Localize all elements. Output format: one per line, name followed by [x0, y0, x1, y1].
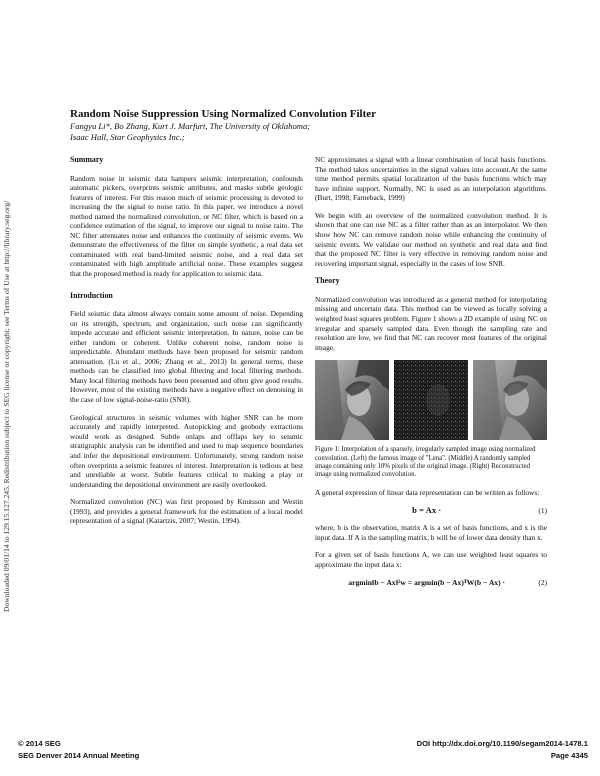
weighted-least-squares-paragraph: For a given set of basis functions A, we can use weighted least squares to approximate the input data x: [315, 550, 547, 569]
authors-line-1: Fangyu Li*, Bo Zhang, Kurt J. Marfurt, The University of Oklahoma; [70, 121, 311, 131]
authors-line-2: Isaac Hall, Star Geophysics Inc.; [70, 132, 185, 142]
footer-doi: DOI http://dx.doi.org/10.1190/segam2014-1478.1 [416, 739, 588, 748]
sampled-image [394, 360, 468, 440]
paper-title: Random Noise Suppression Using Normalized Convolution Filter [70, 108, 376, 120]
right-paragraph-2: We begin with an overview of the normalized convolution method. It is shown that one can use NC as a filter rather than as an interpolator. We then show how NC can remove random noise while enhancing the continuity of seismic events. We validate our method on synthetic and real data and find that the proposed NC filter is very effective in removing random noise and recovering important signal, especially in the cases of low SNR. [315, 210, 547, 268]
equation-1-formula: b = Ax · [412, 504, 442, 515]
intro-paragraph-2: Geological structures in seismic volumes with higher SNR can be more accurately and rapidly interpreted. Autopicking and geobody extractions would work as designed. Subtle onlaps and offlaps key to seismic stratigraphic analysis can be identified and used to map sequence boundaries and infer the depositional environment. Unfortunately, strong random noise often overprints a seismic features of interest. Interpretation is tedious at best and unreliable at worst. Subtle features critical to making a play or understanding the depositional environment are easily overlooked. [70, 412, 303, 489]
introduction-heading: Introduction [70, 290, 113, 300]
footer-meeting: SEG Denver 2014 Annual Meeting [18, 751, 140, 760]
download-note-text: Downloaded 09/01/14 to 129.15.127.245. Redistribution subject to SEG license or copyright; see Terms of Use at http://library.seg.org/ [2, 200, 11, 612]
right-paragraph-1: NC approximates a signal with a linear combination of local basis functions. The method takes uncertainties in the signal values into account.At the same time method permits spatial localization of the basis functions which may have infinite support. Normally, NC is used as an interpolation algorithms. (Burt, 1998; Farneback, 1999) [315, 155, 547, 203]
footer-page-number: Page 4345 [550, 751, 588, 760]
summary-heading: Summary [70, 155, 104, 164]
theory-paragraph: Normalized convolution was introduced as a general method for interpolating missing and uncertain data. This method can be viewed as locally solving a weighted least squares problem. Figure 1 shows a 2D example of using NC on irregular and sparsely sampled data. Even though the sampling rate and resolution are low, we find that NC can recover most features of the original image. [315, 294, 547, 352]
lena-original-image [315, 360, 389, 440]
equation-1-number: (1) [538, 505, 547, 515]
right-column [315, 155, 547, 595]
left-column [70, 155, 303, 534]
equation-2 [315, 578, 547, 588]
reconstructed-image [473, 360, 547, 440]
figure-1 [315, 360, 547, 440]
expression-intro: A general expression of linear data representation can be written as follows: [315, 487, 540, 497]
figure-1-caption: Figure 1: Interpolation of a sparsely, irregularly sampled image using normalized convolution. (Left) the famous image of "Lena". (Middle) A randomly sampled image containing only 10% pixels of the original image. (Right) Reconstructed image using normalized convolution. [315, 446, 536, 479]
summary-paragraph: Random noise in seismic data hampers seismic interpretation, confounds automatic pickers, overprints seismic attributes, and masks subtle geologic features of interest. For this reason much of seismic processing is devoted to increasing the the signal to noise ratio. In this paper, we introduce a novel method named the normalized convolution, or NC filter, which is based on a confidence estimation of the signal, to improve our signal to noise raito. The NC filter attenuates noise and enhances the continuity of seismic events. We demonstrate the effectiveness of the filter on simple synthetic, a real data set contaminated with real band-limited seismic noise, and a real data set contaminated with high amplitude artificial noise. These examples suggest that the proposed method is ready for application to seismic data. [70, 173, 303, 279]
theory-heading: Theory [315, 276, 340, 286]
equation-2-number: (2) [538, 577, 547, 587]
footer-copyright: © 2014 SEG [18, 739, 61, 748]
equation-1 [315, 506, 547, 516]
intro-paragraph-3: Normalized convolution (NC) was first proposed by Knutsson and Westin (1993), and provides a general framework for the estimation of a local model representation of a signal (Katartzis, 2007; Westin, 1994). [70, 497, 303, 526]
equation-2-formula: argmin‖b − Ax‖²w = argmin(b − Ax)ᵀW(b − Ax) · [348, 577, 506, 587]
intro-paragraph-1: Field seismic data almost always contain some amount of noise. Depending on its strength, spectrum, and organization, such noise can significantly impede accurate and efficient seismic interpretation. In nature, noise can be either random or coherent. Unlike coherent noise, random noise is unpredictable. Abundant methods have been proposed for seismic random attenuation. (Lu et al., 2006; Zhang et al., 2013) In general terms, these methods can be classified into global filtering and local filtering methods. Many local filtering methods have been presented and often give good results. However, most of the existing methods have a negative effect on denoising in the case of low signal-noise-ratio (SNR). [70, 309, 303, 405]
download-note [2, 200, 22, 622]
author-list [70, 121, 390, 143]
equation-explanation: where, b is the observation, matrix A is a set of basis functions, and x is the input data. If A is the sampling matrix, b will be of lower data density than x. [315, 523, 547, 542]
